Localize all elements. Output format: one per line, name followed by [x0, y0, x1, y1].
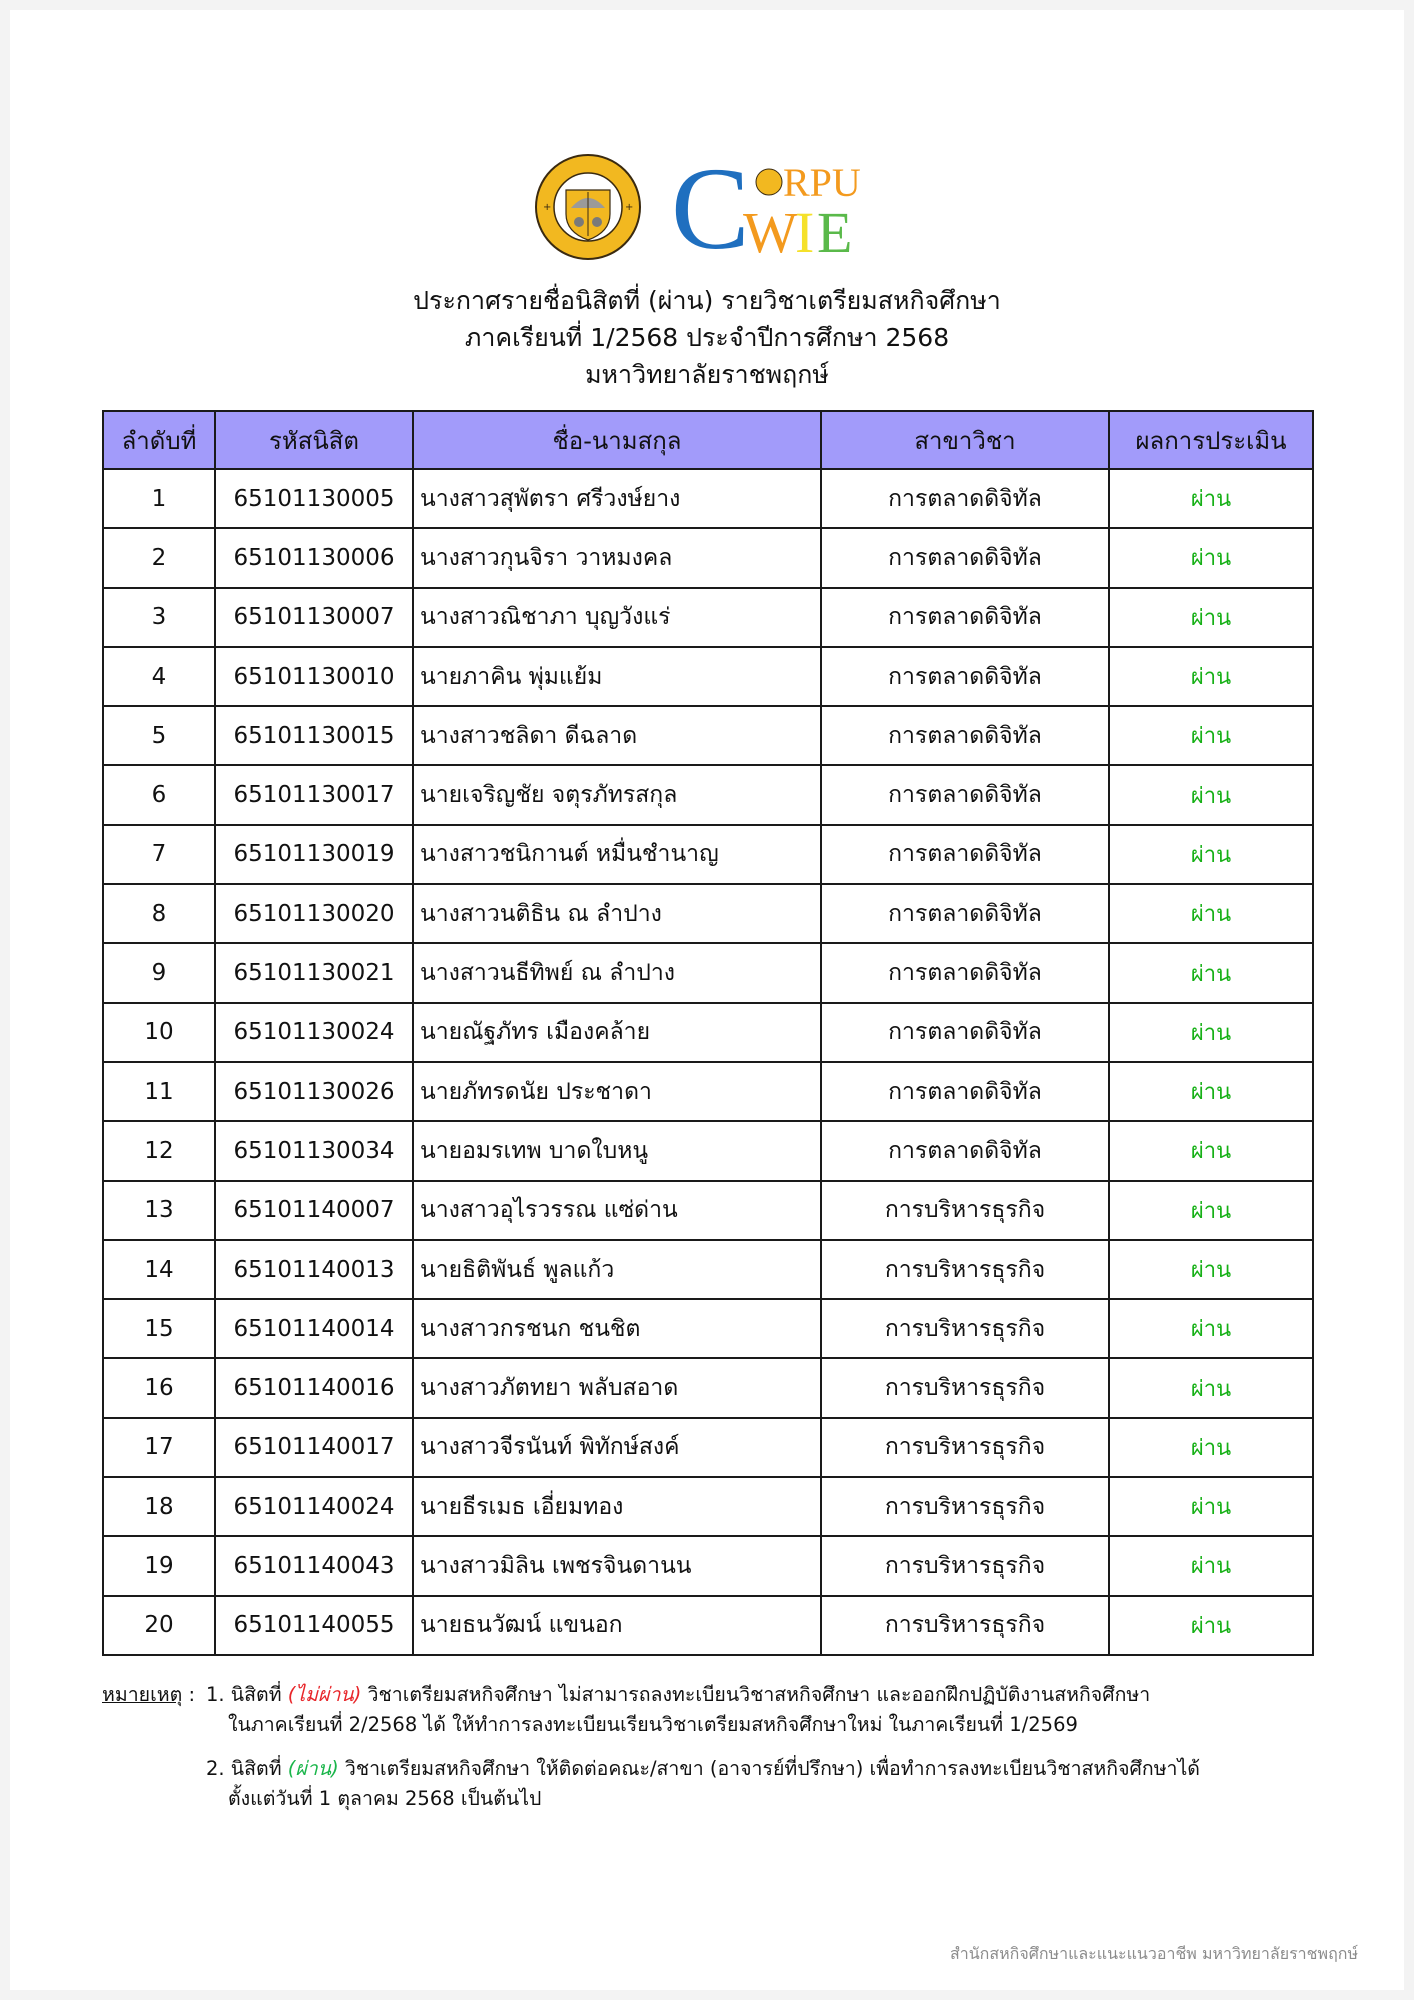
student-id: 65101130034	[215, 1121, 413, 1180]
table-row	[103, 943, 1313, 1002]
table-header-row	[103, 411, 1313, 469]
announcement-title	[10, 282, 1404, 393]
result-badge: ผ่าน	[1109, 825, 1313, 884]
notes-section	[102, 1680, 1322, 1828]
student-name: นางสาวนธีทิพย์ ณ ลำปาง	[413, 943, 821, 1002]
major: การบริหารธุรกิจ	[821, 1596, 1109, 1655]
row-number: 16	[103, 1358, 215, 1417]
student-id: 65101140013	[215, 1240, 413, 1299]
student-name: นายอมรเทพ บาดใบหนู	[413, 1121, 821, 1180]
student-id: 65101130007	[215, 588, 413, 647]
svg-text:+: +	[543, 202, 552, 213]
student-id: 65101140007	[215, 1181, 413, 1240]
svg-text:I: I	[795, 200, 815, 262]
table-row	[103, 1358, 1313, 1417]
student-id: 65101130006	[215, 528, 413, 587]
row-number: 6	[103, 765, 215, 824]
title-line-1: ประกาศรายชื่อนิสิตที่ (ผ่าน) รายวิชาเตรียมสหกิจศึกษา	[413, 286, 1001, 315]
table-row	[103, 1240, 1313, 1299]
row-number: 13	[103, 1181, 215, 1240]
column-header-major: สาขาวิชา	[821, 411, 1109, 469]
student-name: นางสาวอุไรวรรณ แซ่ด่าน	[413, 1181, 821, 1240]
student-id: 65101130015	[215, 706, 413, 765]
row-number: 19	[103, 1536, 215, 1595]
result-badge: ผ่าน	[1109, 469, 1313, 528]
student-id: 65101140043	[215, 1536, 413, 1595]
note-item-1: 1. นิสิตที่ (ไม่ผ่าน) วิชาเตรียมสหกิจศึกษา ไม่สามารถลงทะเบียนวิชาสหกิจศึกษา และออกฝึกปฏิบัติงานสหกิจศึกษา ในภาคเรียนที่ 2/2568 ได้ ให้ทำการลงทะเบียนเรียนวิชาเตรียมสหกิจศึกษาใหม่ ในภาคเรียนที่ 1/2569	[206, 1683, 1151, 1736]
major: การตลาดดิจิทัล	[821, 528, 1109, 587]
result-badge: ผ่าน	[1109, 1358, 1313, 1417]
logo-bar	[10, 152, 1404, 262]
row-number: 4	[103, 647, 215, 706]
table-row	[103, 469, 1313, 528]
result-badge: ผ่าน	[1109, 1240, 1313, 1299]
result-badge: ผ่าน	[1109, 1003, 1313, 1062]
student-id: 65101140055	[215, 1596, 413, 1655]
column-header-name: ชื่อ-นามสกุล	[413, 411, 821, 469]
table-row	[103, 1477, 1313, 1536]
row-number: 20	[103, 1596, 215, 1655]
student-name: นายธนวัฒน์ แขนอก	[413, 1596, 821, 1655]
row-number: 14	[103, 1240, 215, 1299]
table-row	[103, 884, 1313, 943]
major: การบริหารธุรกิจ	[821, 1181, 1109, 1240]
student-name: นางสาวชลิดา ดีฉลาด	[413, 706, 821, 765]
student-id: 65101140016	[215, 1358, 413, 1417]
table-row	[103, 1418, 1313, 1477]
row-number: 12	[103, 1121, 215, 1180]
table-row	[103, 1003, 1313, 1062]
major: การตลาดดิจิทัล	[821, 943, 1109, 1002]
result-badge: ผ่าน	[1109, 1121, 1313, 1180]
table-row	[103, 765, 1313, 824]
row-number: 18	[103, 1477, 215, 1536]
student-name: นางสาวกรชนก ชนชิต	[413, 1299, 821, 1358]
major: การตลาดดิจิทัล	[821, 647, 1109, 706]
major: การตลาดดิจิทัล	[821, 884, 1109, 943]
result-badge: ผ่าน	[1109, 706, 1313, 765]
major: การตลาดดิจิทัล	[821, 825, 1109, 884]
fail-highlight: (ไม่ผ่าน)	[287, 1683, 362, 1706]
student-name: นายธีรเมธ เอี่ยมทอง	[413, 1477, 821, 1536]
result-badge: ผ่าน	[1109, 1596, 1313, 1655]
table-row	[103, 647, 1313, 706]
pass-highlight: (ผ่าน)	[287, 1757, 339, 1780]
footer-office-name: สำนักสหกิจศึกษาและแนะแนวอาชีพ มหาวิทยาลัยราชพฤกษ์	[949, 1944, 1358, 1963]
row-number: 2	[103, 528, 215, 587]
row-number: 15	[103, 1299, 215, 1358]
table-row	[103, 825, 1313, 884]
result-badge: ผ่าน	[1109, 884, 1313, 943]
row-number: 10	[103, 1003, 215, 1062]
result-badge: ผ่าน	[1109, 528, 1313, 587]
major: การตลาดดิจิทัล	[821, 706, 1109, 765]
student-name: นางสาวมิลิน เพชรจินดานน	[413, 1536, 821, 1595]
major: การตลาดดิจิทัล	[821, 765, 1109, 824]
table-row	[103, 1536, 1313, 1595]
table-row	[103, 588, 1313, 647]
major: การตลาดดิจิทัล	[821, 588, 1109, 647]
result-badge: ผ่าน	[1109, 1062, 1313, 1121]
student-id: 65101130021	[215, 943, 413, 1002]
student-id: 65101130024	[215, 1003, 413, 1062]
student-name: นายณัฐภัทร เมืองคล้าย	[413, 1003, 821, 1062]
title-line-3: มหาวิทยาลัยราชพฤกษ์	[585, 360, 829, 389]
document-page	[10, 10, 1404, 1990]
student-name: นางสาวภัตทยา พลับสอาด	[413, 1358, 821, 1417]
student-name: นายภาคิน พุ่มแย้ม	[413, 647, 821, 706]
table-row	[103, 1596, 1313, 1655]
result-badge: ผ่าน	[1109, 1477, 1313, 1536]
student-name: นางสาวชนิกานต์ หมื่นชำนาญ	[413, 825, 821, 884]
major: การบริหารธุรกิจ	[821, 1299, 1109, 1358]
major: การตลาดดิจิทัล	[821, 469, 1109, 528]
row-number: 17	[103, 1418, 215, 1477]
student-name: นางสาวนติธิน ณ ลำปาง	[413, 884, 821, 943]
result-badge: ผ่าน	[1109, 588, 1313, 647]
major: การบริหารธุรกิจ	[821, 1240, 1109, 1299]
student-id: 65101130010	[215, 647, 413, 706]
result-badge: ผ่าน	[1109, 647, 1313, 706]
svg-text:W: W	[743, 200, 798, 262]
svg-text:+: +	[625, 202, 634, 213]
table-row	[103, 1299, 1313, 1358]
student-name: นางสาวจีรนันท์ พิทักษ์สงค์	[413, 1418, 821, 1477]
result-badge: ผ่าน	[1109, 1181, 1313, 1240]
major: การบริหารธุรกิจ	[821, 1358, 1109, 1417]
note-item-2: 2. นิสิตที่ (ผ่าน) วิชาเตรียมสหกิจศึกษา ให้ติดต่อคณะ/สาขา (อาจารย์ที่ปรึกษา) เพื่อทำการลงทะเบียนวิชาสหกิจศึกษาได้ ตั้งแต่วันที่ 1 ตุลาคม 2568 เป็นต้นไป	[206, 1757, 1200, 1810]
table-row	[103, 1062, 1313, 1121]
table-row	[103, 528, 1313, 587]
university-seal-logo	[533, 152, 643, 262]
row-number: 8	[103, 884, 215, 943]
major: การตลาดดิจิทัล	[821, 1062, 1109, 1121]
notes-label: หมายเหตุ :	[102, 1683, 196, 1706]
svg-text:RPU: RPU	[783, 160, 861, 205]
major: การบริหารธุรกิจ	[821, 1418, 1109, 1477]
major: การบริหารธุรกิจ	[821, 1477, 1109, 1536]
student-id: 65101130020	[215, 884, 413, 943]
table-row	[103, 1181, 1313, 1240]
major: การตลาดดิจิทัล	[821, 1121, 1109, 1180]
student-id: 65101130019	[215, 825, 413, 884]
student-id: 65101130017	[215, 765, 413, 824]
student-id: 65101130026	[215, 1062, 413, 1121]
row-number: 11	[103, 1062, 215, 1121]
svg-text:E: E	[817, 200, 853, 262]
table-row	[103, 706, 1313, 765]
row-number: 1	[103, 469, 215, 528]
result-badge: ผ่าน	[1109, 1536, 1313, 1595]
title-line-2: ภาคเรียนที่ 1/2568 ประจำปีการศึกษา 2568	[464, 323, 950, 352]
student-name: นายเจริญชัย จตุรภัทรสกุล	[413, 765, 821, 824]
results-table	[102, 410, 1314, 1656]
student-name: นายธิติพันธ์ พูลแก้ว	[413, 1240, 821, 1299]
row-number: 9	[103, 943, 215, 1002]
result-badge: ผ่าน	[1109, 765, 1313, 824]
student-id: 65101130005	[215, 469, 413, 528]
cwie-logo	[671, 152, 881, 262]
result-badge: ผ่าน	[1109, 1299, 1313, 1358]
student-name: นายภัทรดนัย ประชาดา	[413, 1062, 821, 1121]
result-badge: ผ่าน	[1109, 943, 1313, 1002]
student-name: นางสาวกุนจิรา วาหมงคล	[413, 528, 821, 587]
column-header-result: ผลการประเมิน	[1109, 411, 1313, 469]
table-row	[103, 1121, 1313, 1180]
student-name: นางสาวสุพัตรา ศรีวงษ์ยาง	[413, 469, 821, 528]
student-name: นางสาวณิชาภา บุญวังแร่	[413, 588, 821, 647]
row-number: 3	[103, 588, 215, 647]
column-header-no: ลำดับที่	[103, 411, 215, 469]
row-number: 7	[103, 825, 215, 884]
row-number: 5	[103, 706, 215, 765]
student-id: 65101140014	[215, 1299, 413, 1358]
major: การตลาดดิจิทัล	[821, 1003, 1109, 1062]
major: การบริหารธุรกิจ	[821, 1536, 1109, 1595]
svg-text:C: C	[671, 152, 750, 262]
result-badge: ผ่าน	[1109, 1418, 1313, 1477]
student-id: 65101140024	[215, 1477, 413, 1536]
column-header-student-id: รหัสนิสิต	[215, 411, 413, 469]
student-id: 65101140017	[215, 1418, 413, 1477]
